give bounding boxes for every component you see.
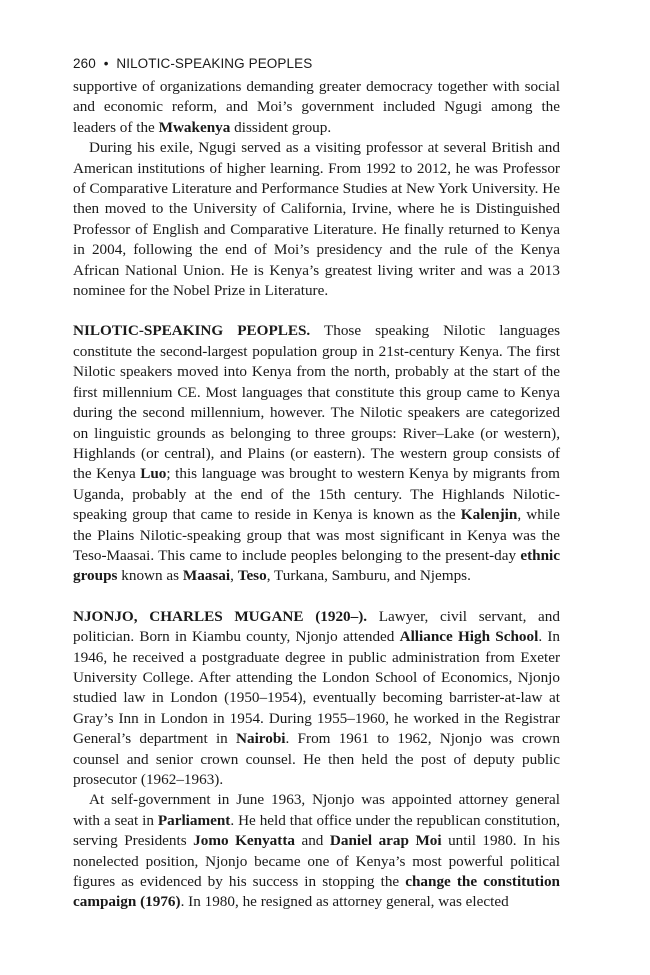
bold-term: NILOTIC-SPEAKING PEOPLES.: [73, 322, 311, 340]
text-run: and: [294, 832, 330, 850]
body-paragraph: [73, 790, 560, 912]
text-run: ,: [230, 567, 238, 585]
text-run: ; this language was brought to western Kenya by migrants from Uganda, probably at the end of the 15th century. The Highlands Nilotic-speaking group that came to reside in Kenya is known as the: [73, 465, 560, 524]
bold-term: Parliament: [157, 811, 231, 829]
bold-term: ethnic groups: [73, 546, 560, 585]
bold-term: change the constitution campaign (1976): [73, 873, 560, 911]
bold-term: Luo: [140, 465, 167, 483]
section-title: NILOTIC-SPEAKING PEOPLES: [116, 56, 313, 71]
text-run: During his exile, Ngugi served as a visiting professor at several British and American institutions of higher learning. From 1992 to 2012, he was Professor of Comparative Literature and Performance Studies at New York University. He then moved to the University of California, Irvine, where he is Distinguished Professor of English and Comparative Literature. He finally returned to Kenya in 2004, following the end of Moi’s presidency and the rule of the Kenya African National Union. He is Kenya’s greatest living writer and was a 2013 nominee for the Nobel Prize in Literature.: [73, 139, 560, 300]
book-page: [73, 56, 560, 913]
text-run: , while the Plains Nilotic-speaking group that was most significant in Kenya was the Teso-Maasai. This came to include peoples belonging to the present-day: [73, 506, 560, 564]
text-run: . In 1980, he resigned as attorney general, was elected: [180, 893, 509, 911]
text-run: At self-government in June 1963, Njonjo was appointed attorney general with a seat in: [73, 791, 560, 829]
bullet-separator: •: [103, 56, 109, 71]
text-run: Lawyer, civil servant, and politician. Born in Kiambu county, Njonjo attended: [73, 607, 560, 646]
text-run: . From 1961 to 1962, Njonjo was crown counsel and senior crown counsel. He then held the post of deputy public prosecutor (1962–1963).: [73, 730, 560, 788]
bold-term: Teso: [237, 567, 267, 585]
bold-term: Jomo Kenyatta: [193, 832, 295, 850]
bold-term: NJONJO, CHARLES MUGANE (1920–).: [73, 607, 368, 625]
page-number: 260: [73, 56, 96, 71]
entry-paragraph: [73, 321, 560, 586]
text-run: dissident group.: [230, 118, 332, 136]
bold-term: Daniel arap Moi: [329, 832, 442, 850]
entry-paragraph: [73, 607, 560, 791]
bold-term: Maasai: [182, 567, 231, 585]
body-text: [73, 77, 560, 913]
body-paragraph: [73, 77, 560, 138]
bold-term: Mwakenya: [158, 118, 231, 136]
body-paragraph: [73, 138, 560, 301]
bold-term: Alliance High School: [399, 628, 539, 646]
text-run: Those speaking Nilotic languages constitute the second-largest population group in 21st-century Kenya. The first Nilotic speakers moved into Kenya from the north, probably at the start of the first millennium CE. Most languages that constitute this group came to Kenya during the second millennium, however. The Nilotic speakers are categorized on linguistic grounds as belonging to three groups: River–Lake (or western), Highlands (or central), and Plains (or eastern). The western group consists of the Kenya: [73, 322, 560, 483]
text-run: , Turkana, Samburu, and Njemps.: [266, 567, 471, 585]
text-run: until 1980. In his nonelected position, Njonjo became one of Kenya’s most powerful political figures as evidenced by his success in stopping the: [73, 832, 560, 891]
bold-term: Nairobi: [236, 730, 286, 748]
text-run: supportive of organizations demanding greater democracy together with social and economic reform, and Moi’s government included Ngugi among the leaders of the: [73, 78, 560, 136]
running-head: [73, 56, 560, 71]
text-run: known as: [117, 567, 183, 585]
text-run: . He held that office under the republican constitution, serving Presidents: [73, 811, 560, 850]
bold-term: Kalenjin: [460, 506, 518, 524]
text-run: . In 1946, he received a postgraduate degree in public administration from Exeter University College. After attending the London School of Economics, Njonjo studied law in London (1950–1954), eventually becoming barrister-at-law at Gray’s Inn in London in 1954. During 1955–1960, he worked in the Registrar General’s department in: [73, 628, 560, 748]
